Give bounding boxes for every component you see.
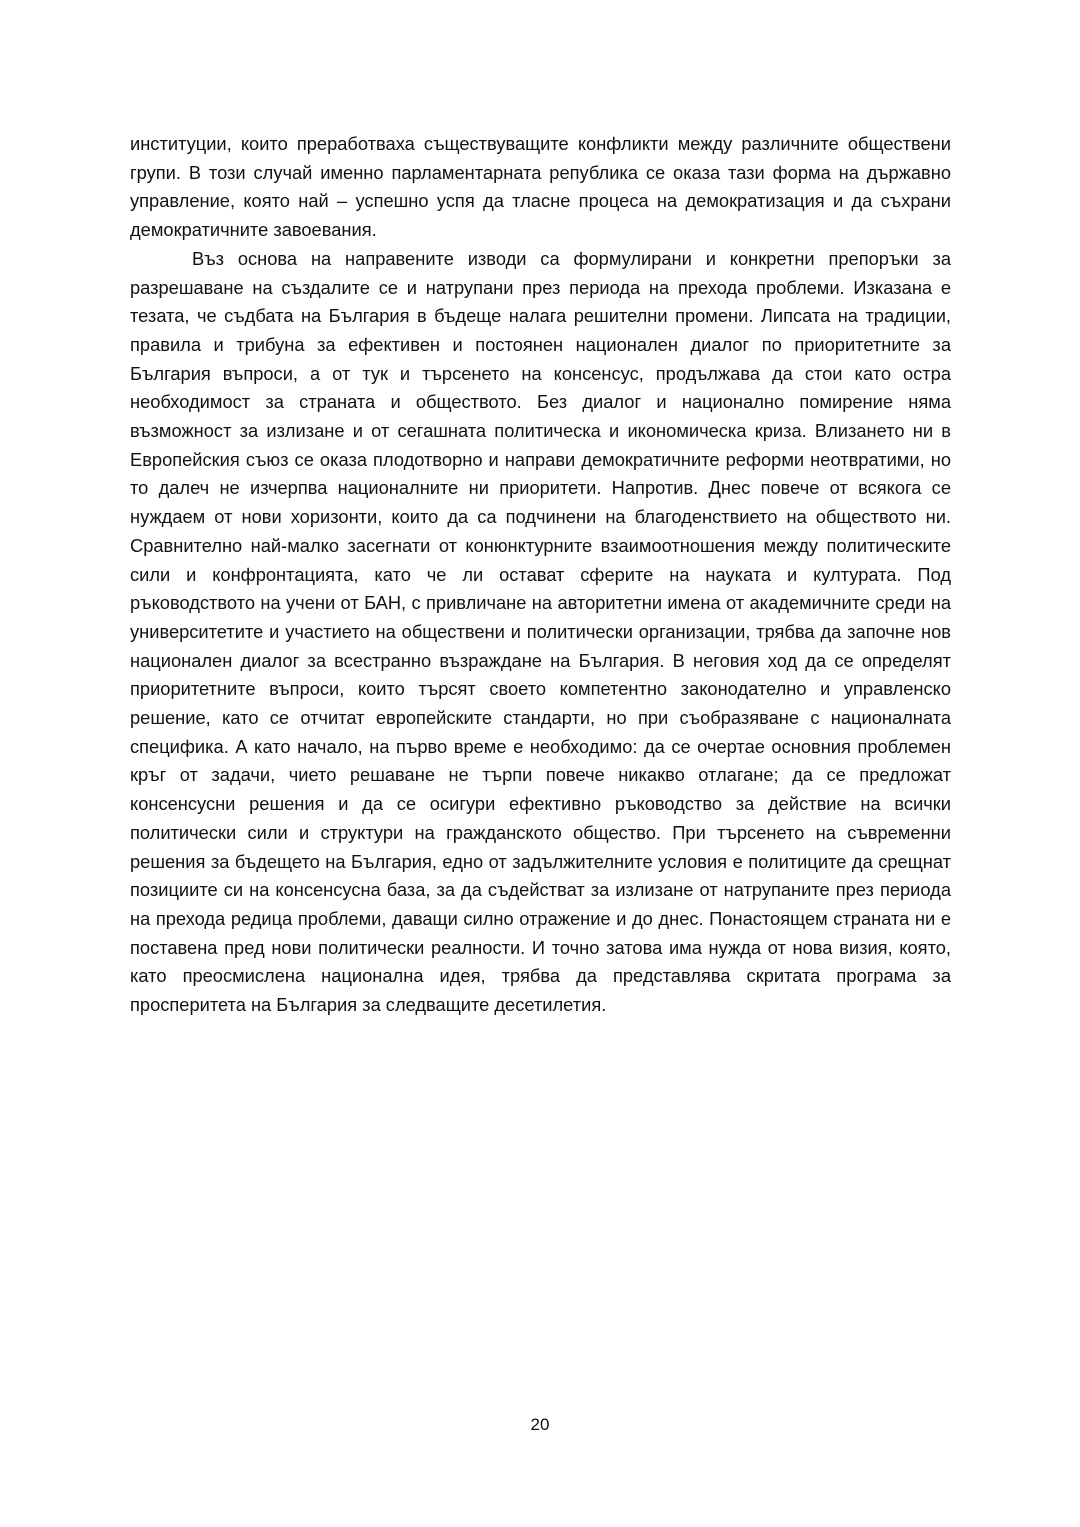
paragraph-recommendations: Въз основа на направените изводи са формулирани и конкретни препоръки за разрешаване на създалите се и натрупани през периода на прехода проблеми. Изказана е тезата, че съдбата на България в бъдеще налага решителни промени. Липсата на традиции, правила и трибуна за ефективен и постоянен национален диалог по приоритетните за България въпроси, а от тук и търсенето на консенсус, продължава да стои като остра необходимост за страната и обществото. Без диалог и национално помирение няма възможност за излизане и от сегашната политическа и икономическа криза. Влизането ни в Европейския съюз се оказа плодотворно и направи демократичните реформи неотвратими, но то далеч не изчерпва националните ни приоритети. Напротив. Днес повече от всякога се нуждаем от нови хоризонти, които да са подчинени на благоденствието на обществото ни. Сравнително най-малко засегнати от конюнктурните взаимоотношения между политическите сили и конфронтацията, като че ли остават сферите на науката и културата. Под ръководството на учени от БАН, с привличане на авторитетни имена от академичните среди на университетите и участието на обществени и политически организации, трябва да започне нов национален диалог за всестранно възраждане на България. В неговия ход да се определят приоритетните въпроси, които търсят своето компетентно законодателно и управленско решение, като се отчитат европейските стандарти, но при съобразяване с националната специфика. А като начало, на първо време е необходимо: да се очертае основния проблемен кръг от задачи, чието решаване не търпи повече никакво отлагане; да се предложат консенсусни решения и да се осигури ефективно ръководство за действие на всички политически сили и структури на гражданското общество. При търсенето на съвременни решения за бъдещето на България, едно от задължителните условия е политиците да срещнат позициите си на консенсусна база, за да съдействат за излизане от натрупаните през периода на прехода редица проблеми, даващи силно отражение и до днес. Понастоящем страната ни е поставена пред нови политически реалности. И точно затова има нужда от нова визия, която, като преосмислена национална идея, трябва да представлява скритата програма за просперитета на България за следващите десетилетия. — [130, 247, 951, 1016]
paragraph-continuation: институции, които преработваха съществуващите конфликти между различните обществени групи. В този случай именно парламентарната република се оказа тази форма на държавно управление, която най – успешно успя да тласне процеса на демократизация и да съхрани демократичните завоевания. — [130, 133, 951, 241]
body-text — [130, 130, 951, 1020]
page-number: 20 — [530, 1415, 550, 1434]
